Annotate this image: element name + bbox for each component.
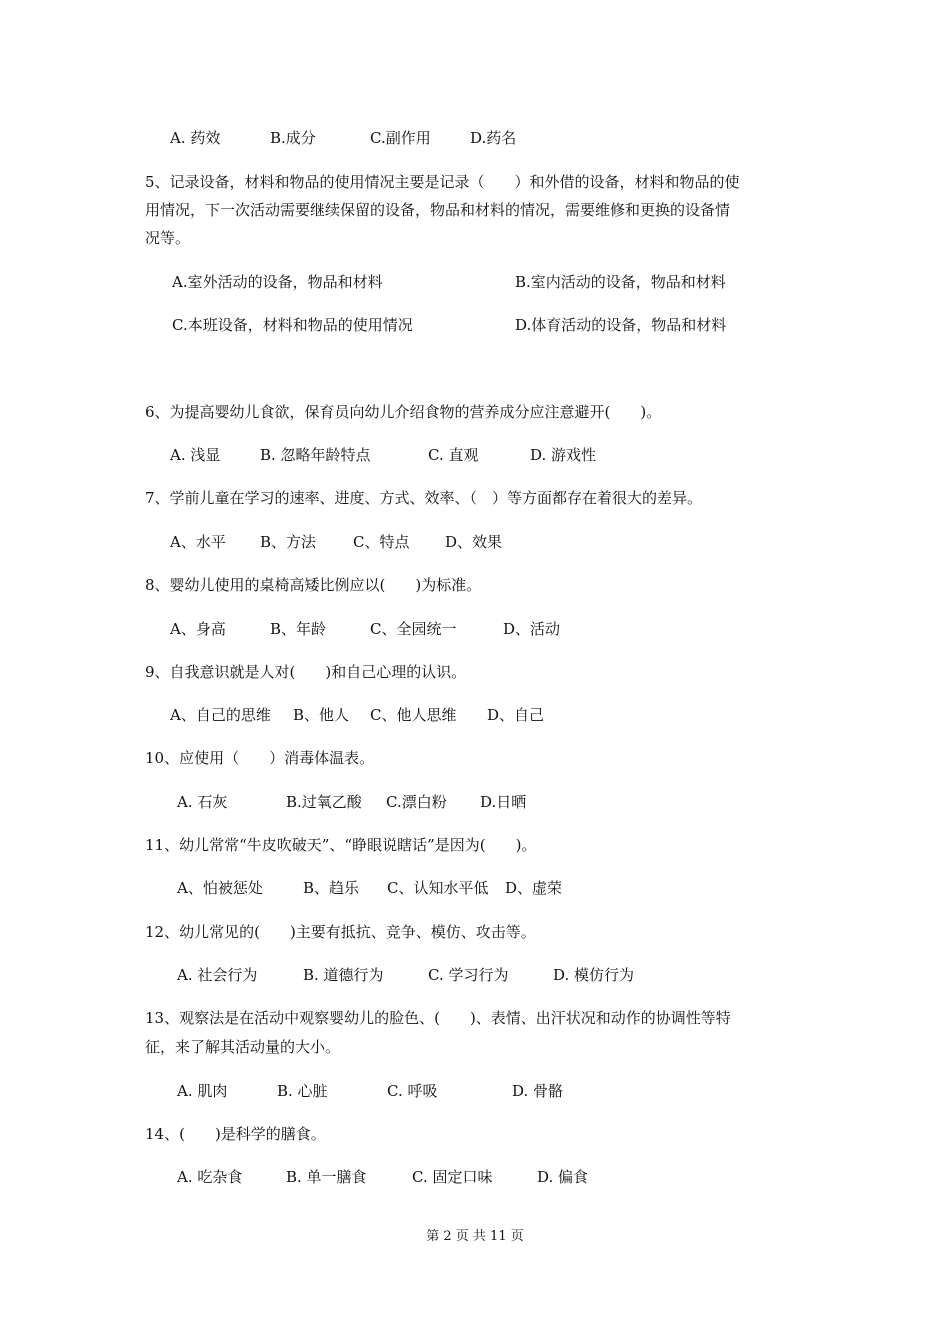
- q6-text: 6、为提高婴幼儿食欲，保育员向幼儿介绍食物的营养成分应注意避开( )。: [145, 403, 662, 421]
- q11-option-a: A、怕被惩处: [177, 879, 263, 897]
- q6-option-b: B. 忽略年龄特点: [260, 446, 371, 464]
- q14-option-c: C. 固定口味: [412, 1168, 493, 1186]
- q6-option-d: D. 游戏性: [530, 446, 597, 464]
- q9-option-c: C、他人思维: [370, 706, 457, 724]
- q7-option-a: A、水平: [170, 533, 226, 551]
- q13-text-line-1: 13、观察法是在活动中观察婴幼儿的脸色、( )、表情、出汗状况和动作的协调性等特: [145, 1009, 731, 1027]
- q5-option-d: D.体育活动的设备，物品和材料: [515, 316, 727, 334]
- q11-option-b: B、趋乐: [303, 879, 360, 897]
- q5-option-c: C.本班设备，材料和物品的使用情况: [172, 316, 413, 334]
- q9-option-a: A、自己的思维: [170, 706, 271, 724]
- q12-option-c: C. 学习行为: [428, 966, 509, 984]
- q13-option-b: B. 心脏: [277, 1082, 328, 1100]
- q10-option-c: C.漂白粉: [386, 793, 447, 811]
- q8-option-c: C、全园统一: [370, 620, 457, 638]
- q8-option-a: A、身高: [170, 620, 226, 638]
- q5-option-b: B.室内活动的设备，物品和材料: [515, 273, 726, 291]
- q14-option-d: D. 偏食: [537, 1168, 589, 1186]
- q13-option-a: A. 肌肉: [177, 1082, 228, 1100]
- q10-option-a: A. 石灰: [177, 793, 228, 811]
- q11-option-d: D、虚荣: [505, 879, 563, 897]
- q4-option-c: C.副作用: [370, 129, 431, 147]
- q8-option-d: D、活动: [503, 620, 561, 638]
- q7-text: 7、学前儿童在学习的速率、进度、方式、效率、（ ）等方面都存在着很大的差异。: [145, 489, 703, 507]
- q12-option-b: B. 道德行为: [303, 966, 384, 984]
- q6-option-c: C. 直观: [428, 446, 479, 464]
- q11-text: 11、幼儿常常“牛皮吹破天”、“睁眼说瞎话”是因为( )。: [145, 836, 537, 854]
- q5-text-line-2: 用情况，下一次活动需要继续保留的设备，物品和材料的情况，需要维修和更换的设备情: [145, 201, 731, 219]
- q9-option-d: D、自己: [487, 706, 545, 724]
- q14-text: 14、( )是科学的膳食。: [145, 1125, 326, 1143]
- q7-option-c: C、特点: [353, 533, 410, 551]
- q10-option-b: B.过氧乙酸: [286, 793, 362, 811]
- q4-option-b: B.成分: [270, 129, 316, 147]
- q10-text: 10、应使用（ ）消毒体温表。: [145, 749, 375, 767]
- q13-option-c: C. 呼吸: [387, 1082, 438, 1100]
- q10-option-d: D.日晒: [480, 793, 527, 811]
- q5-text-line-1: 5、记录设备，材料和物品的使用情况主要是记录（ ）和外借的设备，材料和物品的使: [145, 173, 740, 191]
- q12-option-d: D. 模仿行为: [553, 966, 635, 984]
- q4-option-a: A. 药效: [170, 129, 221, 147]
- q12-option-a: A. 社会行为: [177, 966, 258, 984]
- q4-option-d: D.药名: [470, 129, 517, 147]
- q12-text: 12、幼儿常见的( )主要有抵抗、竞争、模仿、攻击等。: [145, 923, 536, 941]
- q14-option-b: B. 单一膳食: [286, 1168, 367, 1186]
- q9-option-b: B、他人: [293, 706, 350, 724]
- q14-option-a: A. 吃杂食: [177, 1168, 243, 1186]
- q13-text-line-2: 征，来了解其活动量的大小。: [145, 1038, 341, 1056]
- q6-option-a: A. 浅显: [170, 446, 221, 464]
- q11-option-c: C、认知水平低: [387, 879, 489, 897]
- q8-text: 8、婴幼儿使用的桌椅高矮比例应以( )为标准。: [145, 576, 482, 594]
- page-footer: 第 2 页 共 11 页: [426, 1229, 524, 1244]
- q5-option-a: A.室外活动的设备，物品和材料: [172, 273, 383, 291]
- q7-option-b: B、方法: [260, 533, 317, 551]
- q7-option-d: D、效果: [445, 533, 503, 551]
- q13-option-d: D. 骨骼: [512, 1082, 564, 1100]
- q8-option-b: B、年龄: [270, 620, 327, 638]
- q5-text-line-3: 况等。: [145, 229, 191, 247]
- q9-text: 9、自我意识就是人对( )和自己心理的认识。: [145, 663, 467, 681]
